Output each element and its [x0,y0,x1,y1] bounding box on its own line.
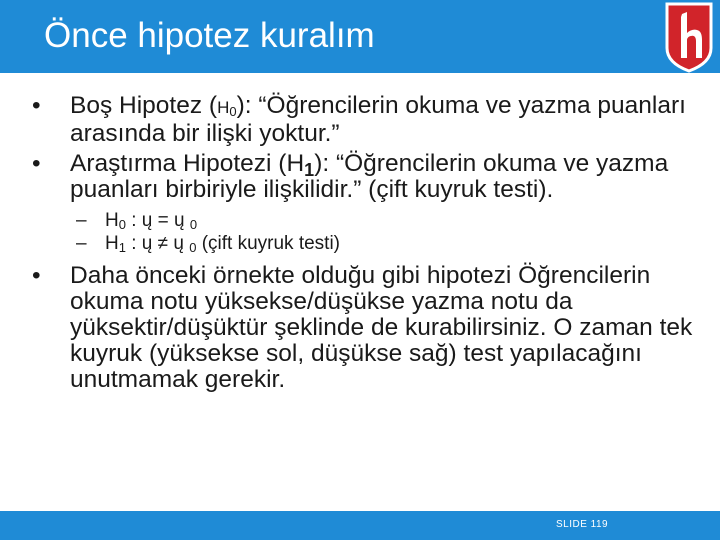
formula-h1 [30,232,700,255]
formula-relation-subscript: 0 [189,217,198,232]
bullet-marker: • [32,262,41,289]
bullet-research-hypothesis [30,151,700,203]
formula-symbol: H [105,233,119,254]
h0-subscript: 0 [229,104,237,119]
bullet-marker: • [32,150,41,177]
formula-relation: : ų = ų [125,210,190,231]
h0-symbol: H [217,98,230,117]
bullet-marker: • [32,92,41,119]
slide-number: SLIDE 119 [556,519,609,530]
formula-relation: : ų ≠ ų [125,233,190,254]
bullet-text-suffix: ): “Öğrencilerin okuma ve yazma puanları arasında bir ilişki yoktur.” [70,92,686,147]
bullet-text-suffix: ): “Öğrencilerin okuma ve yazma puanları birbiriyle ilişkilidir.” (çift kuyruk testi). [70,150,669,203]
bullet-text-prefix: Boş Hipotez ( [70,92,218,119]
bullet-text: Daha önceki örnekte olduğu gibi hipotezi Öğrencilerin okuma notu yüksekse/düşükse yazma notu da yüksektir/düşüktür şeklinde de kurabilirsiniz. O zaman tek kuyruk (yüksekse sol, düşükse sağ) test yapılacağını unutmamak gerekir. [70,262,693,393]
bullet-one-tailed-note [30,263,700,393]
dash-marker: – [76,233,87,254]
bullet-null-hypothesis [30,93,700,147]
slide-title: Önce hipotez kuralım [44,16,375,55]
formula-symbol: H [105,210,119,231]
formula-subscript: 0 [118,217,126,232]
hypothesis-formulas [30,209,700,255]
bullet-text-prefix: Araştırma Hipotezi (H [70,150,305,177]
h1-subscript: 1 [304,160,315,180]
dash-marker: – [76,210,87,231]
university-logo-icon [660,0,718,73]
formula-tail: (çift kuyruk testi) [196,233,341,254]
formula-h0 [30,209,700,232]
formula-subscript: 1 [118,240,126,255]
slide-content [30,93,700,397]
formula-relation-subscript: 0 [189,240,197,255]
footer-bar [0,511,720,540]
